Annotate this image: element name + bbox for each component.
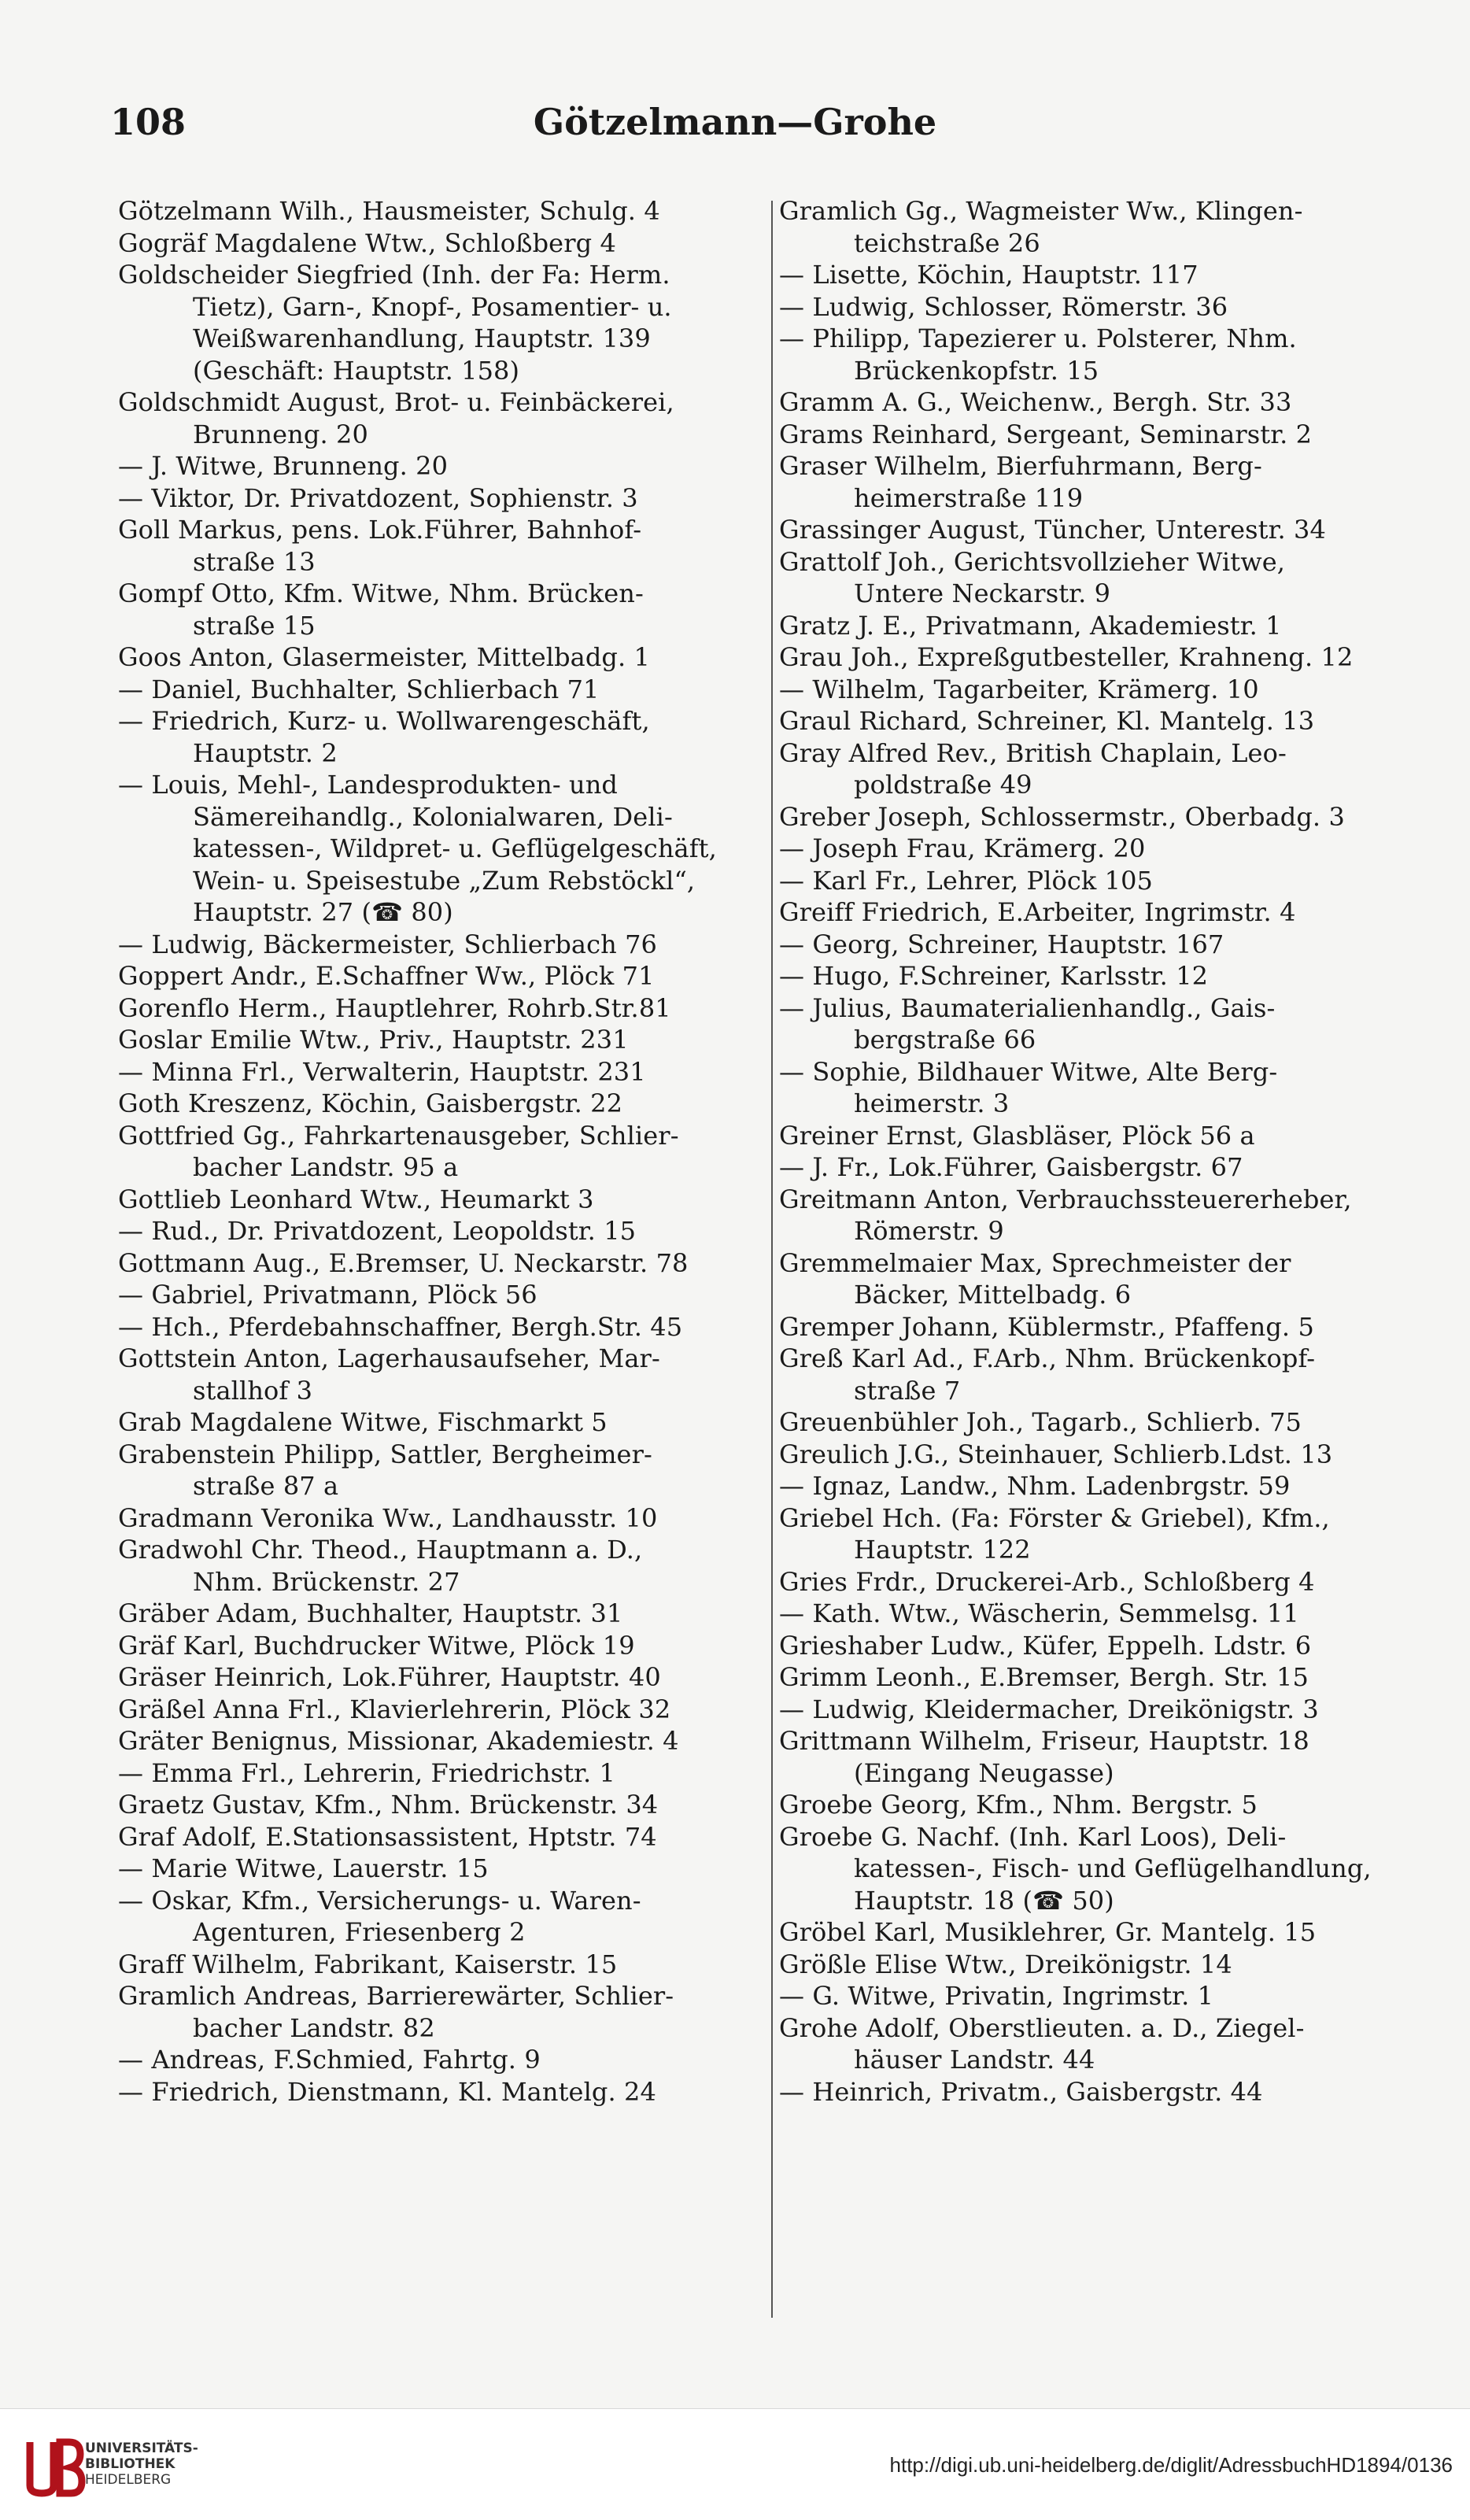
directory-entry-line: katessen-, Fisch- und Geflügelhandlung, — [854, 1853, 1372, 1883]
directory-entry-line: Gompf Otto, Kfm. Witwe, Nhm. Brücken- — [118, 578, 644, 608]
directory-entry-line: Greiff Friedrich, E.Arbeiter, Ingrimstr. 4 — [779, 897, 1296, 927]
directory-entry-line: Gries Frdr., Druckerei-Arb., Schloßberg 4 — [779, 1566, 1315, 1597]
directory-entry-line: Weißwarenhandlung, Hauptstr. 139 — [193, 323, 651, 353]
directory-entry-line: — Lisette, Köchin, Hauptstr. 117 — [779, 260, 1199, 290]
directory-entry-line: Untere Neckarstr. 9 — [854, 578, 1111, 608]
directory-entry-line: Gottmann Aug., E.Bremser, U. Neckarstr. 78 — [118, 1247, 689, 1278]
directory-entry-line: Graff Wilhelm, Fabrikant, Kaiserstr. 15 — [118, 1949, 618, 1979]
directory-entry-line: Brunneng. 20 — [193, 419, 368, 449]
directory-entry-line: — Louis, Mehl-, Landesprodukten- und — [118, 770, 619, 800]
directory-entry-line: Römerstr. 9 — [854, 1216, 1004, 1246]
directory-entry-line: Grieshaber Ludw., Küfer, Eppelh. Ldstr. 6 — [779, 1630, 1312, 1661]
directory-entry-line: Gradmann Veronika Ww., Landhausstr. 10 — [118, 1502, 658, 1533]
directory-entry-line: straße 7 — [854, 1375, 961, 1406]
directory-entry-line: Graetz Gustav, Kfm., Nhm. Brückenstr. 34 — [118, 1790, 659, 1820]
left-column — [118, 195, 763, 2108]
directory-entry-line: Gramm A. G., Weichenw., Bergh. Str. 33 — [779, 387, 1292, 417]
directory-entry-line: — Sophie, Bildhauer Witwe, Alte Berg- — [779, 1056, 1278, 1087]
directory-entry-line: Gräßel Anna Frl., Klavierlehrerin, Plöck 32 — [118, 1694, 671, 1724]
directory-entry-line: Brückenkopfstr. 15 — [854, 355, 1099, 386]
ub-heidelberg-logo-icon — [14, 2426, 93, 2505]
directory-entry-line: Grimm Leonh., E.Bremser, Bergh. Str. 15 — [779, 1662, 1309, 1692]
library-line-2: BIBLIOTHEK — [85, 2456, 175, 2472]
directory-entry-line: Groebe Georg, Kfm., Nhm. Bergstr. 5 — [779, 1790, 1258, 1820]
right-column — [779, 195, 1416, 2108]
directory-entry-line: — Ignaz, Landw., Nhm. Ladenbrgstr. 59 — [779, 1471, 1291, 1501]
viewer-footer — [0, 2408, 1470, 2520]
library-line-3: HEIDELBERG — [85, 2472, 172, 2488]
directory-entry-line: heimerstr. 3 — [854, 1088, 1010, 1118]
column-divider — [771, 201, 773, 2318]
directory-entry-line: Hauptstr. 122 — [854, 1535, 1031, 1565]
directory-entry-line: straße 15 — [193, 610, 316, 641]
directory-entry-line: Gräser Heinrich, Lok.Führer, Hauptstr. 40 — [118, 1662, 661, 1692]
directory-entry-line: Gratz J. E., Privatmann, Akademiestr. 1 — [779, 610, 1282, 641]
directory-entry-line: Graul Richard, Schreiner, Kl. Mantelg. 13 — [779, 706, 1315, 736]
directory-entry-line: katessen-, Wildpret- u. Geflügelgeschäft, — [193, 833, 717, 863]
directory-entry-line: — Oskar, Kfm., Versicherungs- u. Waren- — [118, 1885, 641, 1916]
directory-entry-line: Hauptstr. 27 (☎ 80) — [193, 897, 453, 927]
directory-entry-line: Gottfried Gg., Fahrkartenausgeber, Schlier- — [118, 1120, 679, 1151]
directory-entry-line: — Marie Witwe, Lauerstr. 15 — [118, 1853, 489, 1883]
directory-entry-line: straße 13 — [193, 546, 316, 577]
directory-entry-line: Greß Karl Ad., F.Arb., Nhm. Brückenkopf- — [779, 1343, 1316, 1373]
directory-entry-line: — Rud., Dr. Privatdozent, Leopoldstr. 15 — [118, 1216, 637, 1246]
directory-entry-line: Grassinger August, Tüncher, Unterestr. 34 — [779, 515, 1326, 545]
directory-entry-line: — Philipp, Tapezierer u. Polsterer, Nhm. — [779, 323, 1297, 353]
directory-entry-line: Grohe Adolf, Oberstlieuten. a. D., Ziegel- — [779, 2012, 1305, 2043]
directory-entry-line: Gräber Adam, Buchhalter, Hauptstr. 31 — [118, 1598, 623, 1628]
directory-entry-line: — G. Witwe, Privatin, Ingrimstr. 1 — [779, 1981, 1214, 2011]
directory-entry-line: — Viktor, Dr. Privatdozent, Sophienstr. 3 — [118, 482, 638, 513]
directory-entry-line: Greitmann Anton, Verbrauchssteuererheber, — [779, 1184, 1352, 1214]
directory-entry-line: Gray Alfred Rev., British Chaplain, Leo- — [779, 737, 1287, 768]
directory-entry-line: poldstraße 49 — [854, 770, 1032, 800]
directory-entry-line: — Ludwig, Schlosser, Römerstr. 36 — [779, 291, 1228, 322]
directory-entry-line: Goll Markus, pens. Lok.Führer, Bahnhof- — [118, 515, 642, 545]
directory-entry-line: — Julius, Baumaterialienhandlg., Gais- — [779, 992, 1276, 1023]
library-line-1: UNIVERSITÄTS- — [85, 2441, 198, 2456]
directory-entry-line: — Andreas, F.Schmied, Fahrtg. 9 — [118, 2045, 541, 2075]
directory-entry-line: Gorenflo Herm., Hauptlehrer, Rohrb.Str.81 — [118, 992, 671, 1023]
directory-entry-line: — Georg, Schreiner, Hauptstr. 167 — [779, 929, 1224, 959]
running-head: Götzelmann—Grohe — [533, 101, 937, 143]
directory-entry-line: — Heinrich, Privatm., Gaisbergstr. 44 — [779, 2076, 1263, 2107]
directory-entry-line: heimerstraße 119 — [854, 482, 1084, 513]
directory-entry-line: Agenturen, Friesenberg 2 — [193, 1917, 526, 1947]
directory-entry-line: Gogräf Magdalene Wtw., Schloßberg 4 — [118, 227, 616, 258]
directory-entry-line: — Ludwig, Kleidermacher, Dreikönigstr. 3 — [779, 1694, 1319, 1724]
directory-entry-line: Hauptstr. 2 — [193, 737, 338, 768]
directory-entry-line: Gräter Benignus, Missionar, Akademiestr. 4 — [118, 1726, 679, 1756]
directory-entry-line: Graser Wilhelm, Bierfuhrmann, Berg- — [779, 451, 1262, 481]
directory-entry-line: — Ludwig, Bäckermeister, Schlierbach 76 — [118, 929, 658, 959]
directory-entry-line: Greulich J.G., Steinhauer, Schlierb.Ldst. 13 — [779, 1439, 1333, 1469]
directory-entry-line: Gottstein Anton, Lagerhausaufseher, Mar- — [118, 1343, 660, 1373]
directory-entry-line: Bäcker, Mittelbadg. 6 — [854, 1280, 1132, 1310]
directory-entry-line: Größle Elise Wtw., Dreikönigstr. 14 — [779, 1949, 1232, 1979]
directory-entry-line: Grab Magdalene Witwe, Fischmarkt 5 — [118, 1407, 608, 1437]
directory-entry-line: Gradwohl Chr. Theod., Hauptmann a. D., — [118, 1535, 643, 1565]
directory-entry-line: — Friedrich, Dienstmann, Kl. Mantelg. 24 — [118, 2076, 656, 2107]
directory-entry-line: Greuenbühler Joh., Tagarb., Schlierb. 75 — [779, 1407, 1302, 1437]
directory-entry-line: bacher Landstr. 95 a — [193, 1152, 459, 1182]
directory-entry-line: — Karl Fr., Lehrer, Plöck 105 — [779, 865, 1154, 896]
directory-entry-line: Götzelmann Wilh., Hausmeister, Schulg. 4 — [118, 196, 660, 226]
directory-entry-line: — Emma Frl., Lehrerin, Friedrichstr. 1 — [118, 1757, 616, 1788]
directory-entry-line: häuser Landstr. 44 — [854, 2045, 1095, 2075]
directory-entry-line: Grittmann Wilhelm, Friseur, Hauptstr. 18 — [779, 1726, 1309, 1756]
directory-entry-line: Gröbel Karl, Musiklehrer, Gr. Mantelg. 15 — [779, 1917, 1317, 1947]
directory-entry-line: Grau Joh., Expreßgutbesteller, Krahneng. 12 — [779, 642, 1354, 672]
directory-entry-line: Goslar Emilie Wtw., Priv., Hauptstr. 231 — [118, 1025, 629, 1055]
directory-entry-line: Grattolf Joh., Gerichtsvollzieher Witwe, — [779, 546, 1286, 577]
directory-entry-line: Tietz), Garn-, Knopf-, Posamentier- u. — [193, 291, 672, 322]
directory-entry-line: Groebe G. Nachf. (Inh. Karl Loos), Deli- — [779, 1821, 1287, 1852]
directory-entry-line: Gremmelmaier Max, Sprechmeister der — [779, 1247, 1291, 1278]
directory-entry-line: — Wilhelm, Tagarbeiter, Krämerg. 10 — [779, 674, 1259, 704]
directory-entry-line: — Kath. Wtw., Wäscherin, Semmelsg. 11 — [779, 1598, 1299, 1628]
directory-entry-line: straße 87 a — [193, 1471, 339, 1501]
directory-entry-line: (Geschäft: Hauptstr. 158) — [193, 355, 520, 386]
directory-entry-line: — Minna Frl., Verwalterin, Hauptstr. 231 — [118, 1056, 646, 1087]
directory-entry-line: — Hugo, F.Schreiner, Karlsstr. 12 — [779, 961, 1209, 991]
directory-entry-line: Gramlich Andreas, Barrierewärter, Schlier- — [118, 1981, 674, 2011]
directory-entry-line: Goth Kreszenz, Köchin, Gaisbergstr. 22 — [118, 1088, 623, 1118]
directory-entry-line: Gramlich Gg., Wagmeister Ww., Klingen- — [779, 196, 1303, 226]
directory-entry-line: — Friedrich, Kurz- u. Wollwarengeschäft, — [118, 706, 650, 736]
directory-entry-line: bacher Landstr. 82 — [193, 2012, 435, 2043]
directory-entry-line: Gremper Johann, Küblermstr., Pfaffeng. 5 — [779, 1311, 1314, 1342]
directory-entry-line: Goldschmidt August, Brot- u. Feinbäckerei, — [118, 387, 674, 417]
directory-entry-line: Goos Anton, Glasermeister, Mittelbadg. 1 — [118, 642, 650, 672]
directory-entry-line: stallhof 3 — [193, 1375, 313, 1406]
library-name — [85, 2441, 198, 2488]
directory-entry-line: Graf Adolf, E.Stationsassistent, Hptstr. 74 — [118, 1821, 657, 1852]
directory-entry-line: Greiner Ernst, Glasbläser, Plöck 56 a — [779, 1120, 1255, 1151]
directory-entry-line: (Eingang Neugasse) — [854, 1757, 1114, 1788]
directory-entry-line: Greber Joseph, Schlossermstr., Oberbadg. 3 — [779, 801, 1345, 832]
directory-entry-line: bergstraße 66 — [854, 1025, 1036, 1055]
directory-entry-line: — Gabriel, Privatmann, Plöck 56 — [118, 1280, 537, 1310]
directory-entry-line: Gräf Karl, Buchdrucker Witwe, Plöck 19 — [118, 1630, 635, 1661]
directory-entry-line: Griebel Hch. (Fa: Förster & Griebel), Kfm., — [779, 1502, 1330, 1533]
directory-entry-line: teichstraße 26 — [854, 227, 1040, 258]
directory-entry-line: — Joseph Frau, Krämerg. 20 — [779, 833, 1146, 863]
directory-entry-line: Nhm. Brückenstr. 27 — [193, 1566, 460, 1597]
directory-entry-line: Grabenstein Philipp, Sattler, Bergheimer- — [118, 1439, 652, 1469]
page-number: 108 — [110, 101, 187, 143]
directory-entry-line: — J. Witwe, Brunneng. 20 — [118, 451, 449, 481]
directory-entry-line: Sämereihandlg., Kolonialwaren, Deli- — [193, 801, 673, 832]
directory-entry-line: Goppert Andr., E.Schaffner Ww., Plöck 71 — [118, 961, 655, 991]
source-url-link[interactable]: http://digi.ub.uni-heidelberg.de/diglit/AdressbuchHD1894/0136 — [889, 2453, 1453, 2477]
directory-entry-line: — Hch., Pferdebahnschaffner, Bergh.Str. 45 — [118, 1311, 683, 1342]
directory-entry-line: Hauptstr. 18 (☎ 50) — [854, 1885, 1114, 1916]
directory-entry-line: Gottlieb Leonhard Wtw., Heumarkt 3 — [118, 1184, 594, 1214]
directory-entry-line: Wein- u. Speisestube „Zum Rebstöckl“, — [193, 865, 696, 896]
directory-entry-line: — J. Fr., Lok.Führer, Gaisbergstr. 67 — [779, 1152, 1243, 1182]
directory-entry-line: Goldscheider Siegfried (Inh. der Fa: Herm. — [118, 260, 670, 290]
directory-entry-line: Grams Reinhard, Sergeant, Seminarstr. 2 — [779, 419, 1313, 449]
directory-entry-line: — Daniel, Buchhalter, Schlierbach 71 — [118, 674, 600, 704]
